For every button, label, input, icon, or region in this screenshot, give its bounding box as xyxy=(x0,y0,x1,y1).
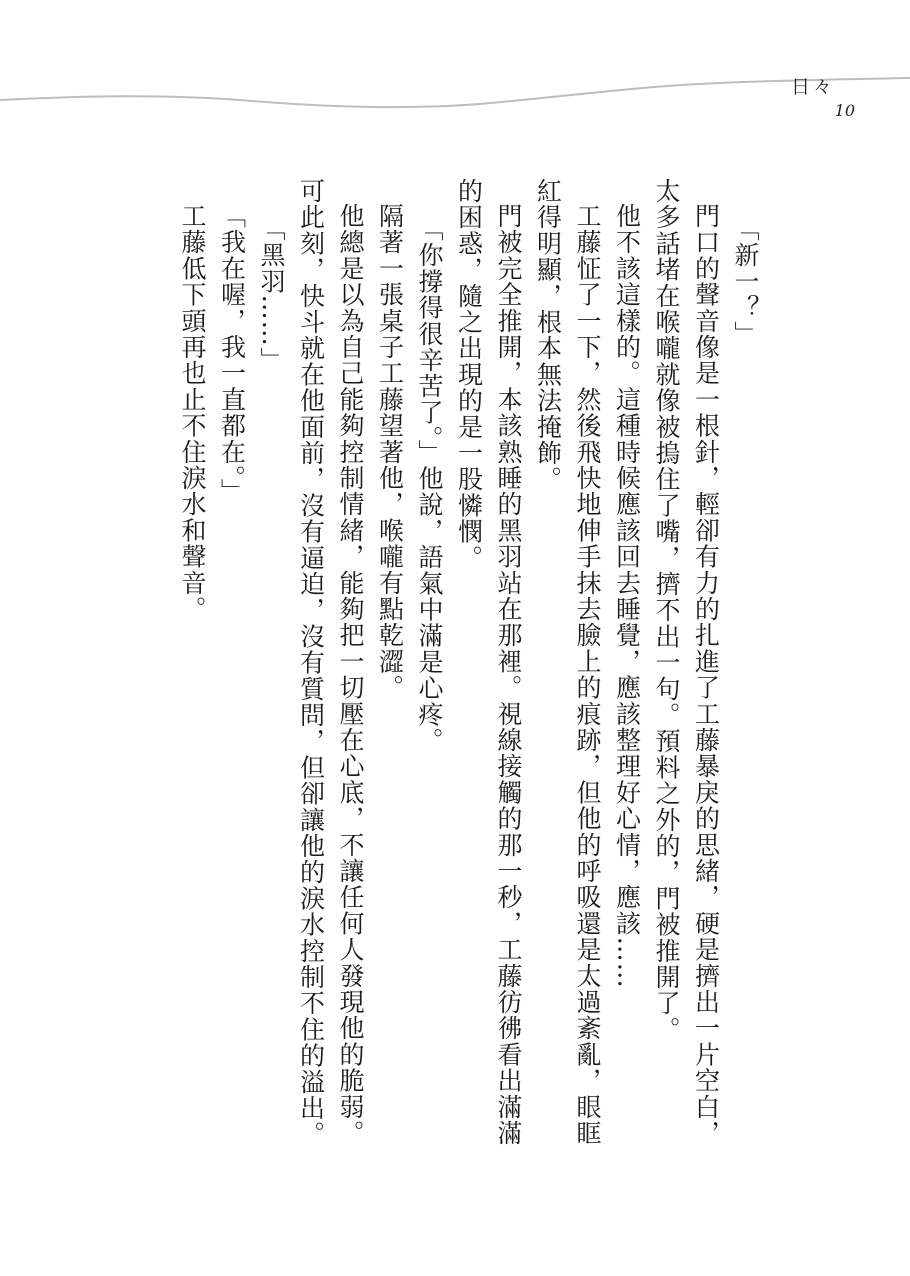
running-header-title: 日々 xyxy=(790,76,835,98)
paragraph: 門被完全推開，本該熟睡的黑羽站在那裡。視線接觸的那一秒，工藤彷彿看出滿滿的困惑，隨之出現的是一股憐憫。 xyxy=(454,178,523,1147)
paragraph: 隔著一張桌子工藤望著他，喉嚨有點乾澀。 xyxy=(375,203,405,701)
paragraph: 門口的聲音像是一根針，輕卻有力的扎進了工藤暴戾的思緒，硬是擠出一片空白，太多話堵在喉嚨就像被摀住了嘴，擠不出一句。預料之外的，門被推開了。 xyxy=(652,178,721,1147)
header-wave-decoration xyxy=(0,70,910,120)
paragraph: 「黑羽……」 xyxy=(257,215,286,373)
paragraph: 他總是以為自己能夠控制情緒，能夠把一切壓在心底，不讓任何人發現他的脆弱。可此刻，快斗就在他面前，沒有逼迫，沒有質問，但卻讓他的淚水控制不住的溢出。 xyxy=(296,178,365,1148)
paragraph: 工藤怔了一下，然後飛快地伸手抹去臉上的痕跡，但他的呼吸還是太過紊亂，眼眶紅得明顯，根本無法掩飾。 xyxy=(533,178,602,1147)
vertical-body-text xyxy=(145,178,765,1168)
paragraph: 「我在喔，我一直都在。」 xyxy=(217,203,247,505)
paragraph: 「新一？」 xyxy=(731,215,760,347)
paragraph: 他不該這樣的。這種時候應該回去睡覺，應該整理好心情，應該…… xyxy=(612,203,642,989)
paragraph: 「你撐得很辛苦了。」他說，語氣中滿是心疼。 xyxy=(415,215,444,754)
paragraph: 工藤低下頭再也止不住淚水和聲音。 xyxy=(178,203,207,623)
page-number: 10 xyxy=(834,101,855,120)
